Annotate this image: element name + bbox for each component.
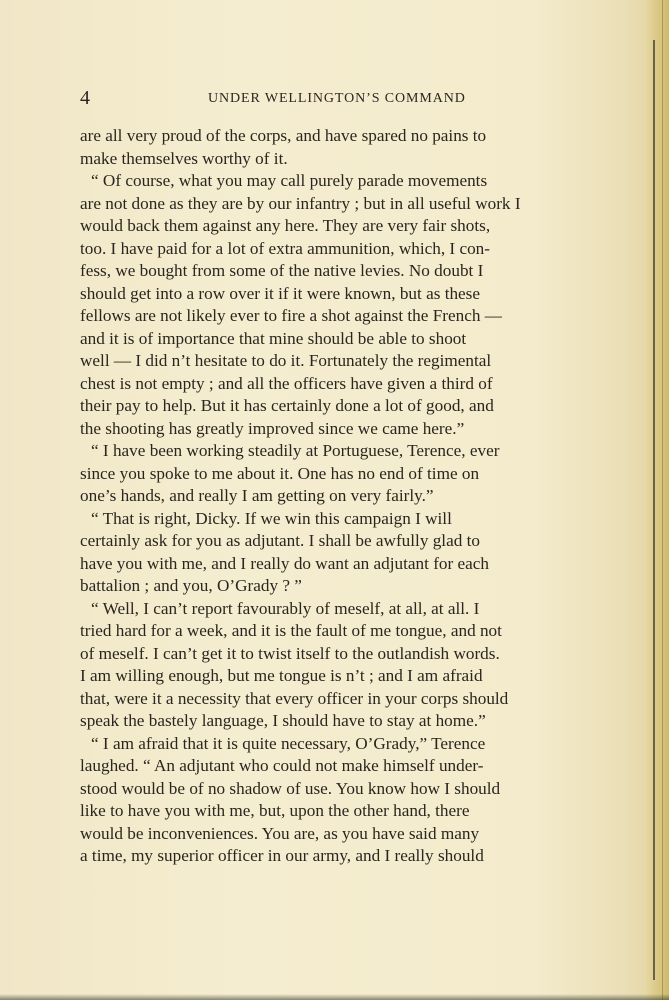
text-line: tried hard for a week, and it is the fault of me tongue, and not [80, 621, 502, 640]
body-text [80, 125, 572, 868]
text-line: I am willing enough, but me tongue is n’t ; and I am afraid [80, 666, 483, 685]
text-line: chest is not empty ; and all the officers have given a third of [80, 373, 493, 393]
text-line: a time, my superior officer in our army, and I really should [80, 846, 484, 865]
text-line: “ That is right, Dicky. If we win this campaign I will [91, 508, 452, 528]
page-edge-shading [645, 0, 669, 1000]
text-line: fess, we bought from some of the native levies. No doubt I [80, 261, 484, 280]
page-edge-line [653, 40, 655, 980]
text-line: “ I am afraid that it is quite necessary, O’Grady,” Terence [91, 733, 486, 753]
text-line: the shooting has greatly improved since we came here.” [80, 418, 465, 438]
text-line: certainly ask for you as adjutant. I shall be awfully glad to [80, 531, 480, 550]
page-bottom-shadow [0, 994, 669, 1000]
text-line: would be inconveniences. You are, as you have said many [80, 823, 480, 843]
text-line: battalion ; and you, O’Grady ? ” [80, 576, 302, 595]
text-line: stood would be of no shadow of use. You know how I should [80, 778, 501, 798]
text-line: are all very proud of the corps, and have spared no pains to [80, 126, 487, 145]
text-line: like to have you with me, but, upon the other hand, there [80, 801, 470, 820]
text-line: too. I have paid for a lot of extra ammunition, which, I con- [80, 238, 490, 258]
text-line: fellows are not likely ever to fire a shot against the French — [80, 306, 502, 325]
text-line: their pay to help. But it has certainly done a lot of good, and [80, 396, 494, 415]
page-edge-line-outer [662, 0, 663, 1000]
text-line: have you with me, and I really do want an adjutant for each [80, 553, 490, 573]
text-line: well — I did n’t hesitate to do it. Fortunately the regimental [80, 351, 492, 370]
page-number: 4 [80, 87, 90, 109]
text-line: laughed. “ An adjutant who could not make himself under- [80, 756, 484, 775]
running-title: UNDER WELLINGTON’S COMMAND [208, 91, 466, 106]
text-line: and it is of importance that mine should be able to shoot [80, 328, 467, 348]
text-line: “ Of course, what you may call purely parade movements [91, 171, 488, 190]
text-line: “ I have been working steadily at Portuguese, Terence, ever [91, 441, 500, 460]
text-line: would back them against any here. They are very fair shots, [80, 216, 491, 235]
text-line: make themselves worthy of it. [80, 148, 288, 168]
text-line: one’s hands, and really I am getting on very fairly.” [80, 486, 434, 505]
text-line: of meself. I can’t get it to twist itself to the outlandish words. [80, 643, 500, 663]
running-head [80, 86, 572, 110]
text-line: that, were it a necessity that every officer in your corps should [80, 688, 509, 708]
text-line: since you spoke to me about it. One has no end of time on [80, 463, 480, 483]
text-line: speak the bastely language, I should have to stay at home.” [80, 711, 486, 730]
text-line: “ Well, I can’t report favourably of meself, at all, at all. I [91, 598, 480, 618]
text-line: are not done as they are by our infantry ; but in all useful work I [80, 193, 521, 213]
text-line: should get into a row over it if it were known, but as these [80, 283, 481, 303]
